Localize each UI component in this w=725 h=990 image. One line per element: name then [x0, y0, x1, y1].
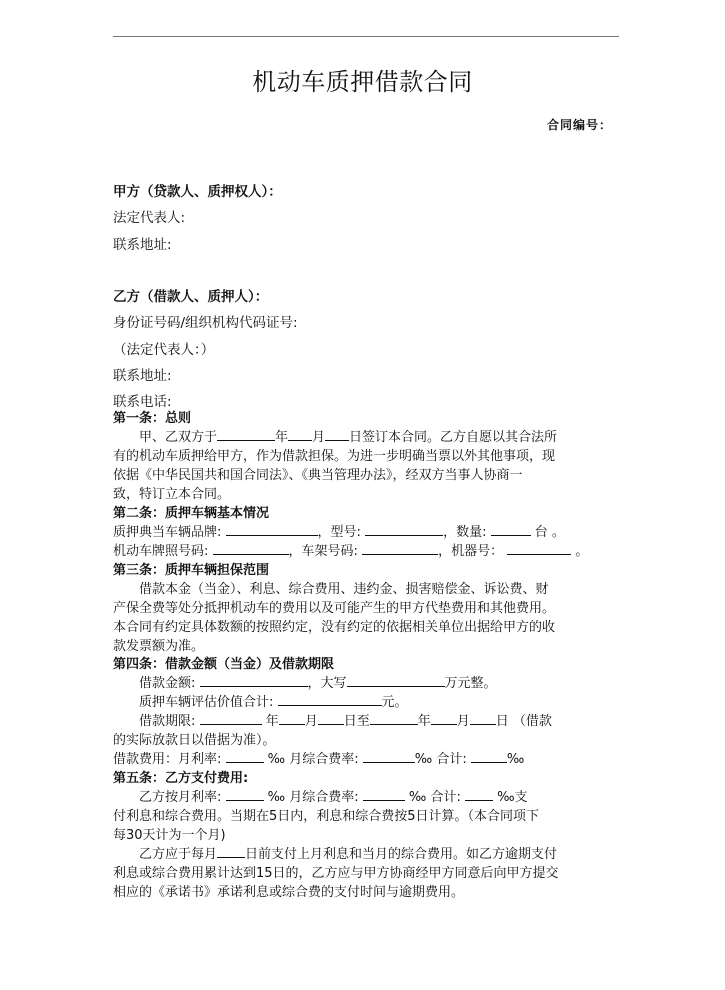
- article-4: [113, 655, 623, 769]
- blank-line: [471, 750, 507, 763]
- article-5-line-3: 每30天计为一个月): [113, 828, 226, 843]
- text: 日前支付上月利息和当月的综合费用。如乙方逾期支付: [245, 847, 558, 862]
- text: 台 。: [534, 525, 565, 540]
- text: 年: [417, 714, 431, 729]
- text: 年: [265, 714, 279, 729]
- text: 借款费用：月利率:: [113, 752, 222, 767]
- blank-line: [370, 712, 418, 725]
- party-b-rep: （法定代表人：）: [113, 342, 215, 358]
- blank-line: [217, 845, 245, 858]
- text: ‰ 合计:: [408, 790, 461, 805]
- article-3-line-2: 产保全费等处分抵押机动车的费用以及可能产生的甲方代垫费用和其他费用。: [113, 601, 556, 616]
- blank-line: [431, 712, 457, 725]
- article-1-title: 第一条：总则: [113, 411, 192, 426]
- text: ‰ 月综合费率:: [267, 752, 359, 767]
- article-2: [113, 504, 623, 561]
- document-title: 机动车质押借款合同: [252, 68, 473, 96]
- text: ，型号:: [317, 525, 361, 540]
- article-5-line-2: 付利息和综合费用。当期在5日内，利息和综合费按5日计算。（本合同项下: [113, 809, 540, 824]
- text: 甲、乙双方于: [139, 430, 218, 445]
- article-1-line-2: 有的机动车质押给甲方，作为借款担保。为进一步明确当票以外其他事项，现: [113, 449, 556, 464]
- article-5-line-1: [113, 788, 623, 807]
- blank-line: [318, 712, 344, 725]
- text: ，机器号：: [438, 544, 504, 559]
- text: 日签订本合同。乙方自愿以其合法所: [349, 430, 558, 445]
- article-4-term-note: 的实际放款日以借据为准）。: [113, 733, 276, 748]
- contract-number-label: 合同编号：: [546, 118, 612, 132]
- text: 月: [304, 714, 318, 729]
- party-a-heading: 甲方（贷款人、质押权人）：: [113, 184, 282, 200]
- text: ，大写: [307, 676, 347, 691]
- party-b-phone: 联系电话:: [113, 394, 172, 410]
- article-4-fee-line: [113, 750, 623, 769]
- article-2-line-1: [113, 523, 623, 542]
- text: 乙方应于每月: [139, 847, 218, 862]
- article-5-title: 第五条：乙方支付费用:: [113, 771, 249, 786]
- article-1: [113, 409, 623, 504]
- blank-line: [288, 428, 312, 441]
- blank-line: [325, 428, 349, 441]
- text: 质押车辆评估价值合计:: [139, 695, 274, 710]
- article-2-title: 第二条：质押车辆基本情况: [113, 506, 270, 521]
- text: 月: [312, 430, 326, 445]
- article-4-amount-line: [113, 674, 623, 693]
- article-3-line-4: 款发票额为准。: [113, 639, 205, 654]
- blank-line: [213, 542, 289, 555]
- text: ，车架号码:: [288, 544, 358, 559]
- text: 借款期限:: [139, 714, 196, 729]
- article-4-title: 第四条：借款金额（当金）及借款期限: [113, 657, 335, 672]
- blank-line: [465, 788, 493, 801]
- blank-line: [279, 712, 305, 725]
- article-4-term-line: [113, 712, 623, 731]
- text: 月: [456, 714, 470, 729]
- text: ‰支: [497, 790, 528, 805]
- article-3-line-3: 本合同有约定具体数额的按照约定，没有约定的依据相关单位出据给甲方的收: [113, 620, 556, 635]
- text: 日至: [343, 714, 370, 729]
- blank-line: [365, 523, 443, 536]
- text: ‰ 月综合费率:: [267, 790, 359, 805]
- blank-line: [226, 523, 318, 536]
- text: 万元整。: [444, 676, 497, 691]
- party-a-rep: 法定代表人:: [113, 210, 186, 226]
- blank-line: [200, 674, 308, 687]
- party-b-id: 身份证号码/组织机构代码证号:: [113, 315, 298, 331]
- blank-line: [217, 428, 275, 441]
- article-3: [113, 561, 623, 656]
- article-5-line-4: [113, 845, 623, 864]
- blank-line: [507, 542, 571, 555]
- blank-line: [491, 523, 531, 536]
- blank-line: [347, 674, 445, 687]
- text: 乙方按月利率:: [139, 790, 222, 805]
- article-5-line-6: 相应的《承诺书》承诺利息或综合费的支付时间与逾期费用。: [113, 885, 465, 900]
- text: 借款金额:: [139, 676, 196, 691]
- article-1-line-1: [113, 428, 623, 447]
- text: 。: [575, 544, 589, 559]
- blank-line: [200, 712, 262, 725]
- article-3-title: 第三条：质押车辆担保范围: [113, 563, 270, 578]
- party-b-address: 联系地址:: [113, 368, 172, 384]
- blank-line: [470, 712, 496, 725]
- blank-line: [278, 693, 382, 706]
- text: 年: [275, 430, 289, 445]
- article-2-line-2: [113, 542, 623, 561]
- article-4-valuation-line: [113, 693, 623, 712]
- text: 机动车牌照号码:: [113, 544, 209, 559]
- text: ，数量:: [443, 525, 487, 540]
- header-rule: [113, 36, 619, 37]
- article-1-line-4: 致，特订立本合同。: [113, 487, 231, 502]
- blank-line: [226, 750, 264, 763]
- blank-line: [226, 788, 264, 801]
- blank-line: [363, 750, 415, 763]
- party-a-address: 联系地址:: [113, 237, 172, 253]
- blank-line: [363, 788, 405, 801]
- party-b-heading: 乙方（借款人、质押人）：: [113, 289, 269, 305]
- text: 元。: [381, 695, 408, 710]
- article-1-line-3: 依据《中华民国共和国合同法》、《典当管理办法》，经双方当事人协商一: [113, 468, 523, 483]
- text: 日 （借款: [495, 714, 552, 729]
- blank-line: [362, 542, 438, 555]
- article-3-line-1: 借款本金（当金）、利息、综合费用、违约金、损害赔偿金、诉讼费、财: [139, 582, 549, 597]
- text: ‰ 合计:: [414, 752, 467, 767]
- article-5-line-5: 利息或综合费用累计达到15日的，乙方应与甲方协商经甲方同意后向甲方提交: [113, 866, 559, 881]
- text: ‰: [506, 752, 525, 767]
- text: 质押典当车辆品牌:: [113, 525, 222, 540]
- article-5: [113, 769, 623, 902]
